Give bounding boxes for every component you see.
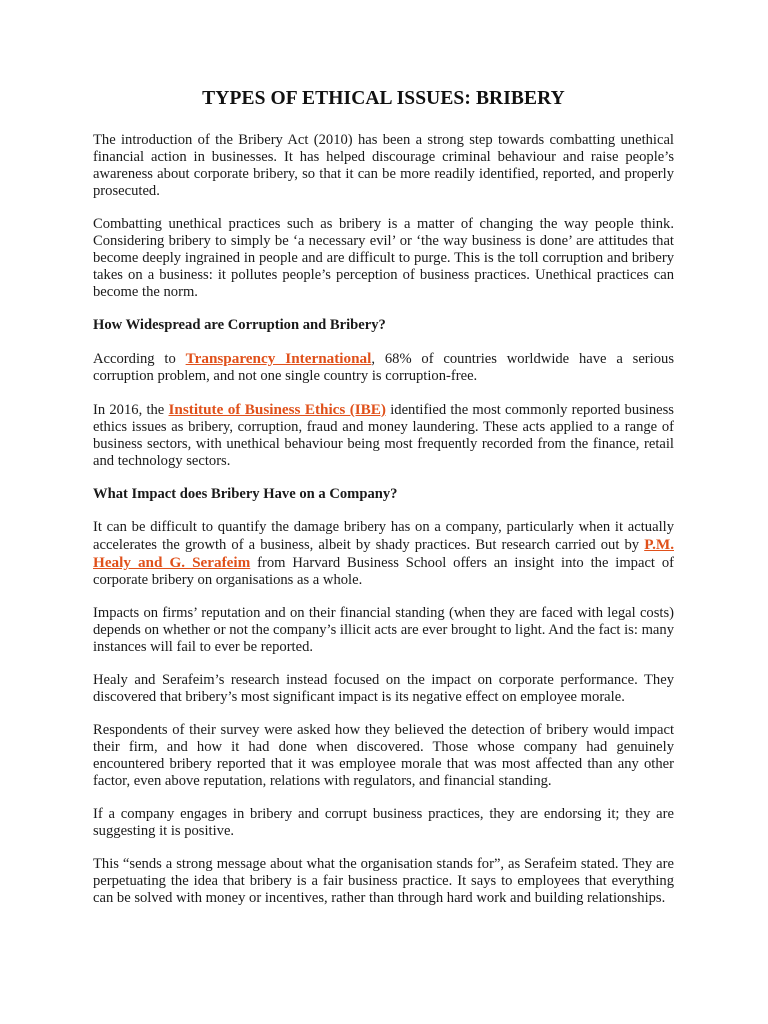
link-healy-serafeim[interactable]: P.M. Healy and G. Serafeim (93, 536, 674, 571)
paragraph-reputation: Impacts on firms’ reputation and on their financial standing (when they are faced with legal costs) depends on whether or not the company’s illicit acts are ever brought to light. And the fact is: many instances will fail to ever be reported. (93, 605, 674, 655)
paragraph-intro: The introduction of the Bribery Act (2010) has been a strong step towards combatting unethical financial action in businesses. It has helped discourage criminal behaviour and raise people’s awareness about corporate bribery, so that it can be more readily identified, reported, and properly prosecuted. (93, 132, 674, 199)
text-segment: It can be difficult to quantify the damage bribery has on a company, particularly when it actually accelerates the growth of a business, albeit by shady practices. But research carried out by (93, 519, 674, 553)
section-heading-impact: What Impact does Bribery Have on a Company? (93, 486, 398, 502)
text-segment: According to (93, 351, 186, 367)
document-page (93, 88, 674, 923)
page-title: TYPES OF ETHICAL ISSUES: BRIBERY (202, 88, 565, 109)
link-transparency-international[interactable]: Transparency International (185, 350, 372, 367)
paragraph-ibe (93, 401, 674, 470)
paragraph-performance: Healy and Serafeim’s research instead focused on the impact on corporate performance. They discovered that bribery’s most significant impact is its negative effect on employee morale. (93, 672, 674, 705)
paragraph-research (93, 519, 674, 589)
text-segment: from Harvard Business School offers an insight into the impact of corporate bribery on organisations as a whole. (93, 555, 675, 588)
link-institute-of-business-ethics[interactable]: Institute of Business Ethics (IBE) (168, 401, 386, 418)
section-heading-widespread: How Widespread are Corruption and Bribery? (93, 317, 386, 333)
paragraph-mindset: Combatting unethical practices such as bribery is a matter of changing the way people think. Considering bribery to simply be ‘a necessary evil’ or ‘the way business is done’ are attitudes that become deeply ingrained in people and are difficult to purge. This is the toll corruption and bribery takes on a business: it pollutes people’s perception of business practices. Unethical practices can become the norm. (93, 216, 674, 300)
paragraph-survey: Respondents of their survey were asked how they believed the detection of bribery would impact their firm, and how it had done when discovered. Those whose company had genuinely encountered bribery reported that it was employee morale that was most affected than any other factor, even above reputation, relations with regulators, and financial standing. (93, 722, 674, 789)
text-segment: , 68% of countries worldwide have a serious corruption problem, and not one single country is corruption-free. (93, 351, 674, 384)
paragraph-endorsing: If a company engages in bribery and corrupt business practices, they are endorsing it; they are suggesting it is positive. (93, 806, 674, 839)
text-segment: identified the most commonly reported business ethics issues as bribery, corruption, fraud and money laundering. These acts applied to a range of business sectors, with unethical behaviour being most frequently recorded from the finance, retail and technology sectors. (93, 402, 674, 469)
paragraph-message: This “sends a strong message about what the organisation stands for”, as Serafeim stated. They are perpetuating the idea that bribery is a fair business practice. It says to employees that everything can be solved with money or incentives, rather than through hard work and building relationships. (93, 856, 674, 906)
paragraph-transparency (93, 350, 674, 385)
text-segment: In 2016, the (93, 402, 169, 418)
